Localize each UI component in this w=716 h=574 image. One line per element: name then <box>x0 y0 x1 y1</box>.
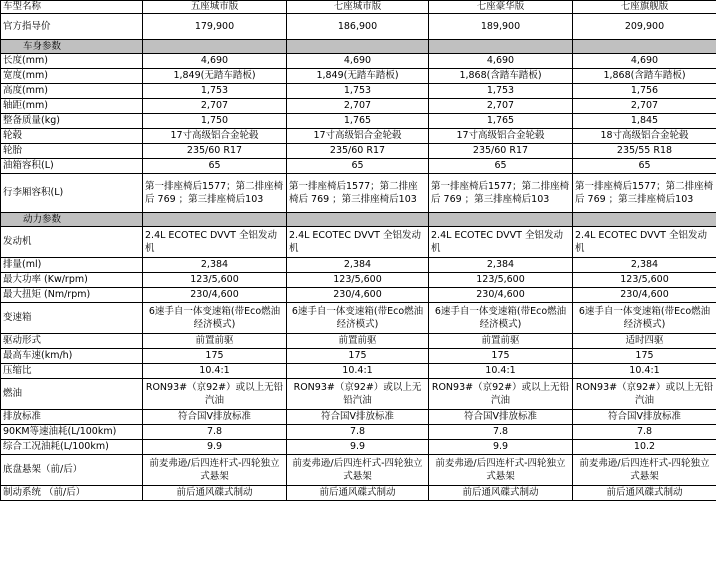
section-row-body <box>1 40 716 54</box>
gearbox-row <box>1 303 716 334</box>
cell-value: 1,756 <box>573 84 716 99</box>
cell-value: 1,849(无踏车踏板) <box>143 69 287 84</box>
cell-value: 175 <box>429 349 573 364</box>
cell-value: 前置前驱 <box>287 334 429 349</box>
cell-value: 10.4:1 <box>573 364 716 379</box>
cell-value: 10.4:1 <box>287 364 429 379</box>
row-label: 最大功率 (Kw/rpm) <box>1 273 143 288</box>
engine-row <box>1 227 716 258</box>
cell-value: 1,753 <box>429 84 573 99</box>
section-title: 动力参数 <box>1 213 143 227</box>
row-label: 最大扭矩 (Nm/rpm) <box>1 288 143 303</box>
price-row <box>1 14 716 40</box>
cell-value: 123/5,600 <box>573 273 716 288</box>
spec-row <box>1 258 716 273</box>
cell-value: 前后通风碟式制动 <box>143 486 287 501</box>
cell-value: 186,900 <box>287 14 429 40</box>
row-label: 长度(mm) <box>1 54 143 69</box>
cell-value: 123/5,600 <box>287 273 429 288</box>
row-label: 宽度(mm) <box>1 69 143 84</box>
cell-value: 17寸高级铝合金轮毂 <box>287 129 429 144</box>
cell-value: 7.8 <box>429 425 573 440</box>
model-name: 七座豪华版 <box>429 1 573 14</box>
spec-row <box>1 129 716 144</box>
row-label: 整备质量(kg) <box>1 114 143 129</box>
cell-value: 230/4,600 <box>429 288 573 303</box>
row-label: 90KM等速油耗(L/100km) <box>1 425 143 440</box>
cell-value: 230/4,600 <box>573 288 716 303</box>
row-label: 油箱容积(L) <box>1 159 143 174</box>
row-label: 轮毂 <box>1 129 143 144</box>
cell-value: 9.9 <box>429 440 573 455</box>
cell-value: 1,765 <box>429 114 573 129</box>
cell-value: 符合国V排放标准 <box>573 410 716 425</box>
cell-value: 1,849(无踏车踏板) <box>287 69 429 84</box>
cell-value: 230/4,600 <box>287 288 429 303</box>
spec-row <box>1 425 716 440</box>
cell-value: 65 <box>143 159 287 174</box>
cell-value: 10.4:1 <box>143 364 287 379</box>
cell-value: 4,690 <box>573 54 716 69</box>
cell-value: 6速手自一体变速箱(带Eco燃油经济模式) <box>429 303 573 334</box>
cell-value: 2.4L ECOTEC DVVT 全铝发动机 <box>287 227 429 258</box>
cell-value: 1,750 <box>143 114 287 129</box>
cell-value: 符合国V排放标准 <box>143 410 287 425</box>
row-label: 行李厢容积(L) <box>1 174 143 213</box>
cell-value: 123/5,600 <box>143 273 287 288</box>
model-name: 五座城市版 <box>143 1 287 14</box>
row-label: 压缩比 <box>1 364 143 379</box>
cell-value: 2.4L ECOTEC DVVT 全铝发动机 <box>143 227 287 258</box>
cell-value: 1,868(含踏车踏板) <box>573 69 716 84</box>
row-label: 高度(mm) <box>1 84 143 99</box>
row-label: 轴距(mm) <box>1 99 143 114</box>
cell-value: 7.8 <box>287 425 429 440</box>
spec-row <box>1 144 716 159</box>
cell-value: 65 <box>429 159 573 174</box>
spec-row <box>1 440 716 455</box>
suspension-row <box>1 455 716 486</box>
spec-row <box>1 69 716 84</box>
cell-value: 2,707 <box>429 99 573 114</box>
row-label: 综合工况油耗(L/100km) <box>1 440 143 455</box>
cell-value: 2,707 <box>287 99 429 114</box>
cell-value: 前麦弗逊/后四连杆式-四轮独立式悬架 <box>287 455 429 486</box>
cell-value: 前置前驱 <box>429 334 573 349</box>
cell-value: 第一排座椅后1577；第二排座椅后 769 ；第三排座椅后103 <box>143 174 287 213</box>
model-name: 七座旗舰版 <box>573 1 716 14</box>
cell-value: 第一排座椅后1577；第二排座椅后 769 ；第三排座椅后103 <box>287 174 429 213</box>
cell-value: 10.4:1 <box>429 364 573 379</box>
row-label: 官方指导价 <box>1 14 143 40</box>
row-label: 轮胎 <box>1 144 143 159</box>
cell-value: 10.2 <box>573 440 716 455</box>
cell-value: 适时四驱 <box>573 334 716 349</box>
cell-value: 189,900 <box>429 14 573 40</box>
spec-row <box>1 99 716 114</box>
row-label: 发动机 <box>1 227 143 258</box>
cell-value: 235/60 R17 <box>287 144 429 159</box>
cell-value: RON93#（京92#）或以上无铅汽油 <box>287 379 429 410</box>
cell-value: 2,384 <box>287 258 429 273</box>
spec-row <box>1 410 716 425</box>
spec-row <box>1 84 716 99</box>
cell-value: 1,765 <box>287 114 429 129</box>
cell-value: 2,384 <box>573 258 716 273</box>
cell-value: 1,753 <box>143 84 287 99</box>
cell-value: RON93#（京92#）或以上无铅汽油 <box>429 379 573 410</box>
cell-value: 17寸高级铝合金轮毂 <box>143 129 287 144</box>
cell-value: 6速手自一体变速箱(带Eco燃油经济模式) <box>143 303 287 334</box>
cell-value: 6速手自一体变速箱(带Eco燃油经济模式) <box>287 303 429 334</box>
cell-value: 65 <box>287 159 429 174</box>
cell-value: 65 <box>573 159 716 174</box>
spec-row <box>1 54 716 69</box>
cell-value: 符合国V排放标准 <box>429 410 573 425</box>
cell-value: RON93#（京92#）或以上无铅汽油 <box>143 379 287 410</box>
header-label: 车型名称 <box>1 1 143 14</box>
cell-value: 9.9 <box>143 440 287 455</box>
cell-value: 2,707 <box>143 99 287 114</box>
row-label: 燃油 <box>1 379 143 410</box>
spec-row <box>1 349 716 364</box>
luggage-row <box>1 174 716 213</box>
fuel-row <box>1 379 716 410</box>
spec-row <box>1 364 716 379</box>
cell-value: 7.8 <box>573 425 716 440</box>
spec-row <box>1 159 716 174</box>
cell-value: 第一排座椅后1577；第二排座椅后 769 ；第三排座椅后103 <box>573 174 716 213</box>
row-label: 驱动形式 <box>1 334 143 349</box>
cell-value: 前麦弗逊/后四连杆式-四轮独立式悬架 <box>143 455 287 486</box>
cell-value: 1,753 <box>287 84 429 99</box>
cell-value: 2,384 <box>429 258 573 273</box>
cell-value: 17寸高级铝合金轮毂 <box>429 129 573 144</box>
cell-value: 前后通风碟式制动 <box>429 486 573 501</box>
row-label: 变速箱 <box>1 303 143 334</box>
spec-row <box>1 273 716 288</box>
cell-value: RON93#（京92#）或以上无铅汽油 <box>573 379 716 410</box>
cell-value: 235/55 R18 <box>573 144 716 159</box>
cell-value: 前后通风碟式制动 <box>573 486 716 501</box>
row-label: 底盘悬架（前/后） <box>1 455 143 486</box>
row-label: 制动系统 （前/后） <box>1 486 143 501</box>
cell-value: 175 <box>143 349 287 364</box>
cell-value: 符合国V排放标准 <box>287 410 429 425</box>
section-row-power <box>1 213 716 227</box>
cell-value: 前麦弗逊/后四连杆式-四轮独立式悬架 <box>429 455 573 486</box>
brake-row <box>1 486 716 501</box>
cell-value: 175 <box>573 349 716 364</box>
cell-value: 前后通风碟式制动 <box>287 486 429 501</box>
cell-value: 179,900 <box>143 14 287 40</box>
cell-value: 4,690 <box>287 54 429 69</box>
cell-value: 6速手自一体变速箱(带Eco燃油经济模式) <box>573 303 716 334</box>
cell-value: 第一排座椅后1577；第二排座椅后 769 ；第三排座椅后103 <box>429 174 573 213</box>
cell-value: 4,690 <box>143 54 287 69</box>
cell-value: 前置前驱 <box>143 334 287 349</box>
cell-value: 9.9 <box>287 440 429 455</box>
cell-value: 235/60 R17 <box>429 144 573 159</box>
header-row <box>1 1 716 14</box>
cell-value: 前麦弗逊/后四连杆式-四轮独立式悬架 <box>573 455 716 486</box>
spec-row <box>1 114 716 129</box>
model-name: 七座城市版 <box>287 1 429 14</box>
cell-value: 175 <box>287 349 429 364</box>
cell-value: 7.8 <box>143 425 287 440</box>
cell-value: 2,384 <box>143 258 287 273</box>
cell-value: 1,845 <box>573 114 716 129</box>
section-title: 车身参数 <box>1 40 143 54</box>
cell-value: 2.4L ECOTEC DVVT 全铝发动机 <box>573 227 716 258</box>
cell-value: 4,690 <box>429 54 573 69</box>
row-label: 排量(ml) <box>1 258 143 273</box>
row-label: 最高车速(km/h) <box>1 349 143 364</box>
row-label: 排放标准 <box>1 410 143 425</box>
cell-value: 1,868(含踏车踏板) <box>429 69 573 84</box>
spec-row <box>1 334 716 349</box>
cell-value: 2.4L ECOTEC DVVT 全铝发动机 <box>429 227 573 258</box>
cell-value: 209,900 <box>573 14 716 40</box>
cell-value: 235/60 R17 <box>143 144 287 159</box>
cell-value: 18寸高级铝合金轮毂 <box>573 129 716 144</box>
spec-row <box>1 288 716 303</box>
cell-value: 2,707 <box>573 99 716 114</box>
cell-value: 123/5,600 <box>429 273 573 288</box>
cell-value: 230/4,600 <box>143 288 287 303</box>
